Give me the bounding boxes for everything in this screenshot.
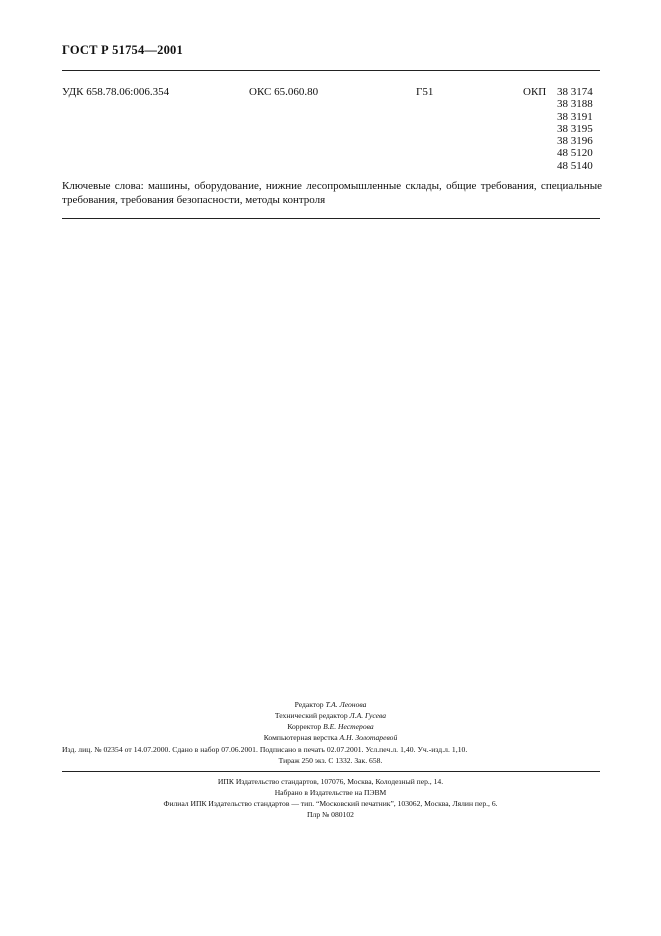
okp-code: 38 3174: [557, 86, 593, 98]
footer-divider: [62, 771, 600, 772]
publication-info: Изд. лиц. № 02354 от 14.07.2000. Сдано в набор 07.06.2001. Подписано в печать 02.07.2001. Усл.печ.л. 1,40. Уч.-изд.л. 1,10.: [62, 745, 468, 754]
keywords-divider: [62, 218, 600, 219]
okp-code: 48 5140: [557, 159, 593, 172]
printing-line: Плр № 080102: [307, 810, 354, 819]
standard-title: ГОСТ Р 51754—2001: [62, 43, 183, 57]
okp-code: 38 3196: [557, 135, 593, 148]
printing-line: Набрано в Издательстве на ПЭВМ: [274, 788, 387, 797]
okp-code: 38 3195: [557, 122, 593, 135]
okp-code: 48 5120: [557, 147, 593, 160]
keywords: Ключевые слова: машины, оборудование, нижние лесопромышленные склады, общие требования, специальные требования, требования безопасности, методы контроля: [62, 180, 602, 206]
printing-info: [0, 776, 661, 820]
okp-code: 38 3188: [557, 98, 593, 111]
oks-code: ОКС 65.060.80: [249, 86, 319, 98]
print-run: Тираж 250 экз. С 1332. Зак. 658.: [278, 756, 383, 765]
okp-code-list: [557, 86, 593, 172]
printing-line: ИПК Издательство стандартов, 107076, Москва, Колодезный пер., 14.: [217, 777, 444, 786]
okp-code: 38 3191: [557, 110, 593, 123]
credit-line: Редактор Т.А. Леонова: [294, 700, 367, 709]
credits-block: [0, 699, 661, 743]
udk-code: УДК 658.78.06:006.354: [62, 86, 170, 98]
credit-line: Корректор В.Е. Нестерова: [287, 722, 374, 731]
header-divider: [62, 70, 600, 71]
okp-label: ОКП: [523, 86, 547, 98]
printing-line: Филиал ИПК Издательство стандартов — тип. “Московский печатник”, 103062, Москва, Лялин пер., 6.: [163, 799, 498, 808]
group-code: Г51: [416, 86, 434, 98]
credit-line: Компьютерная верстка А.Н. Золотаревой: [263, 733, 398, 742]
credit-line: Технический редактор Л.А. Гусева: [274, 711, 387, 720]
